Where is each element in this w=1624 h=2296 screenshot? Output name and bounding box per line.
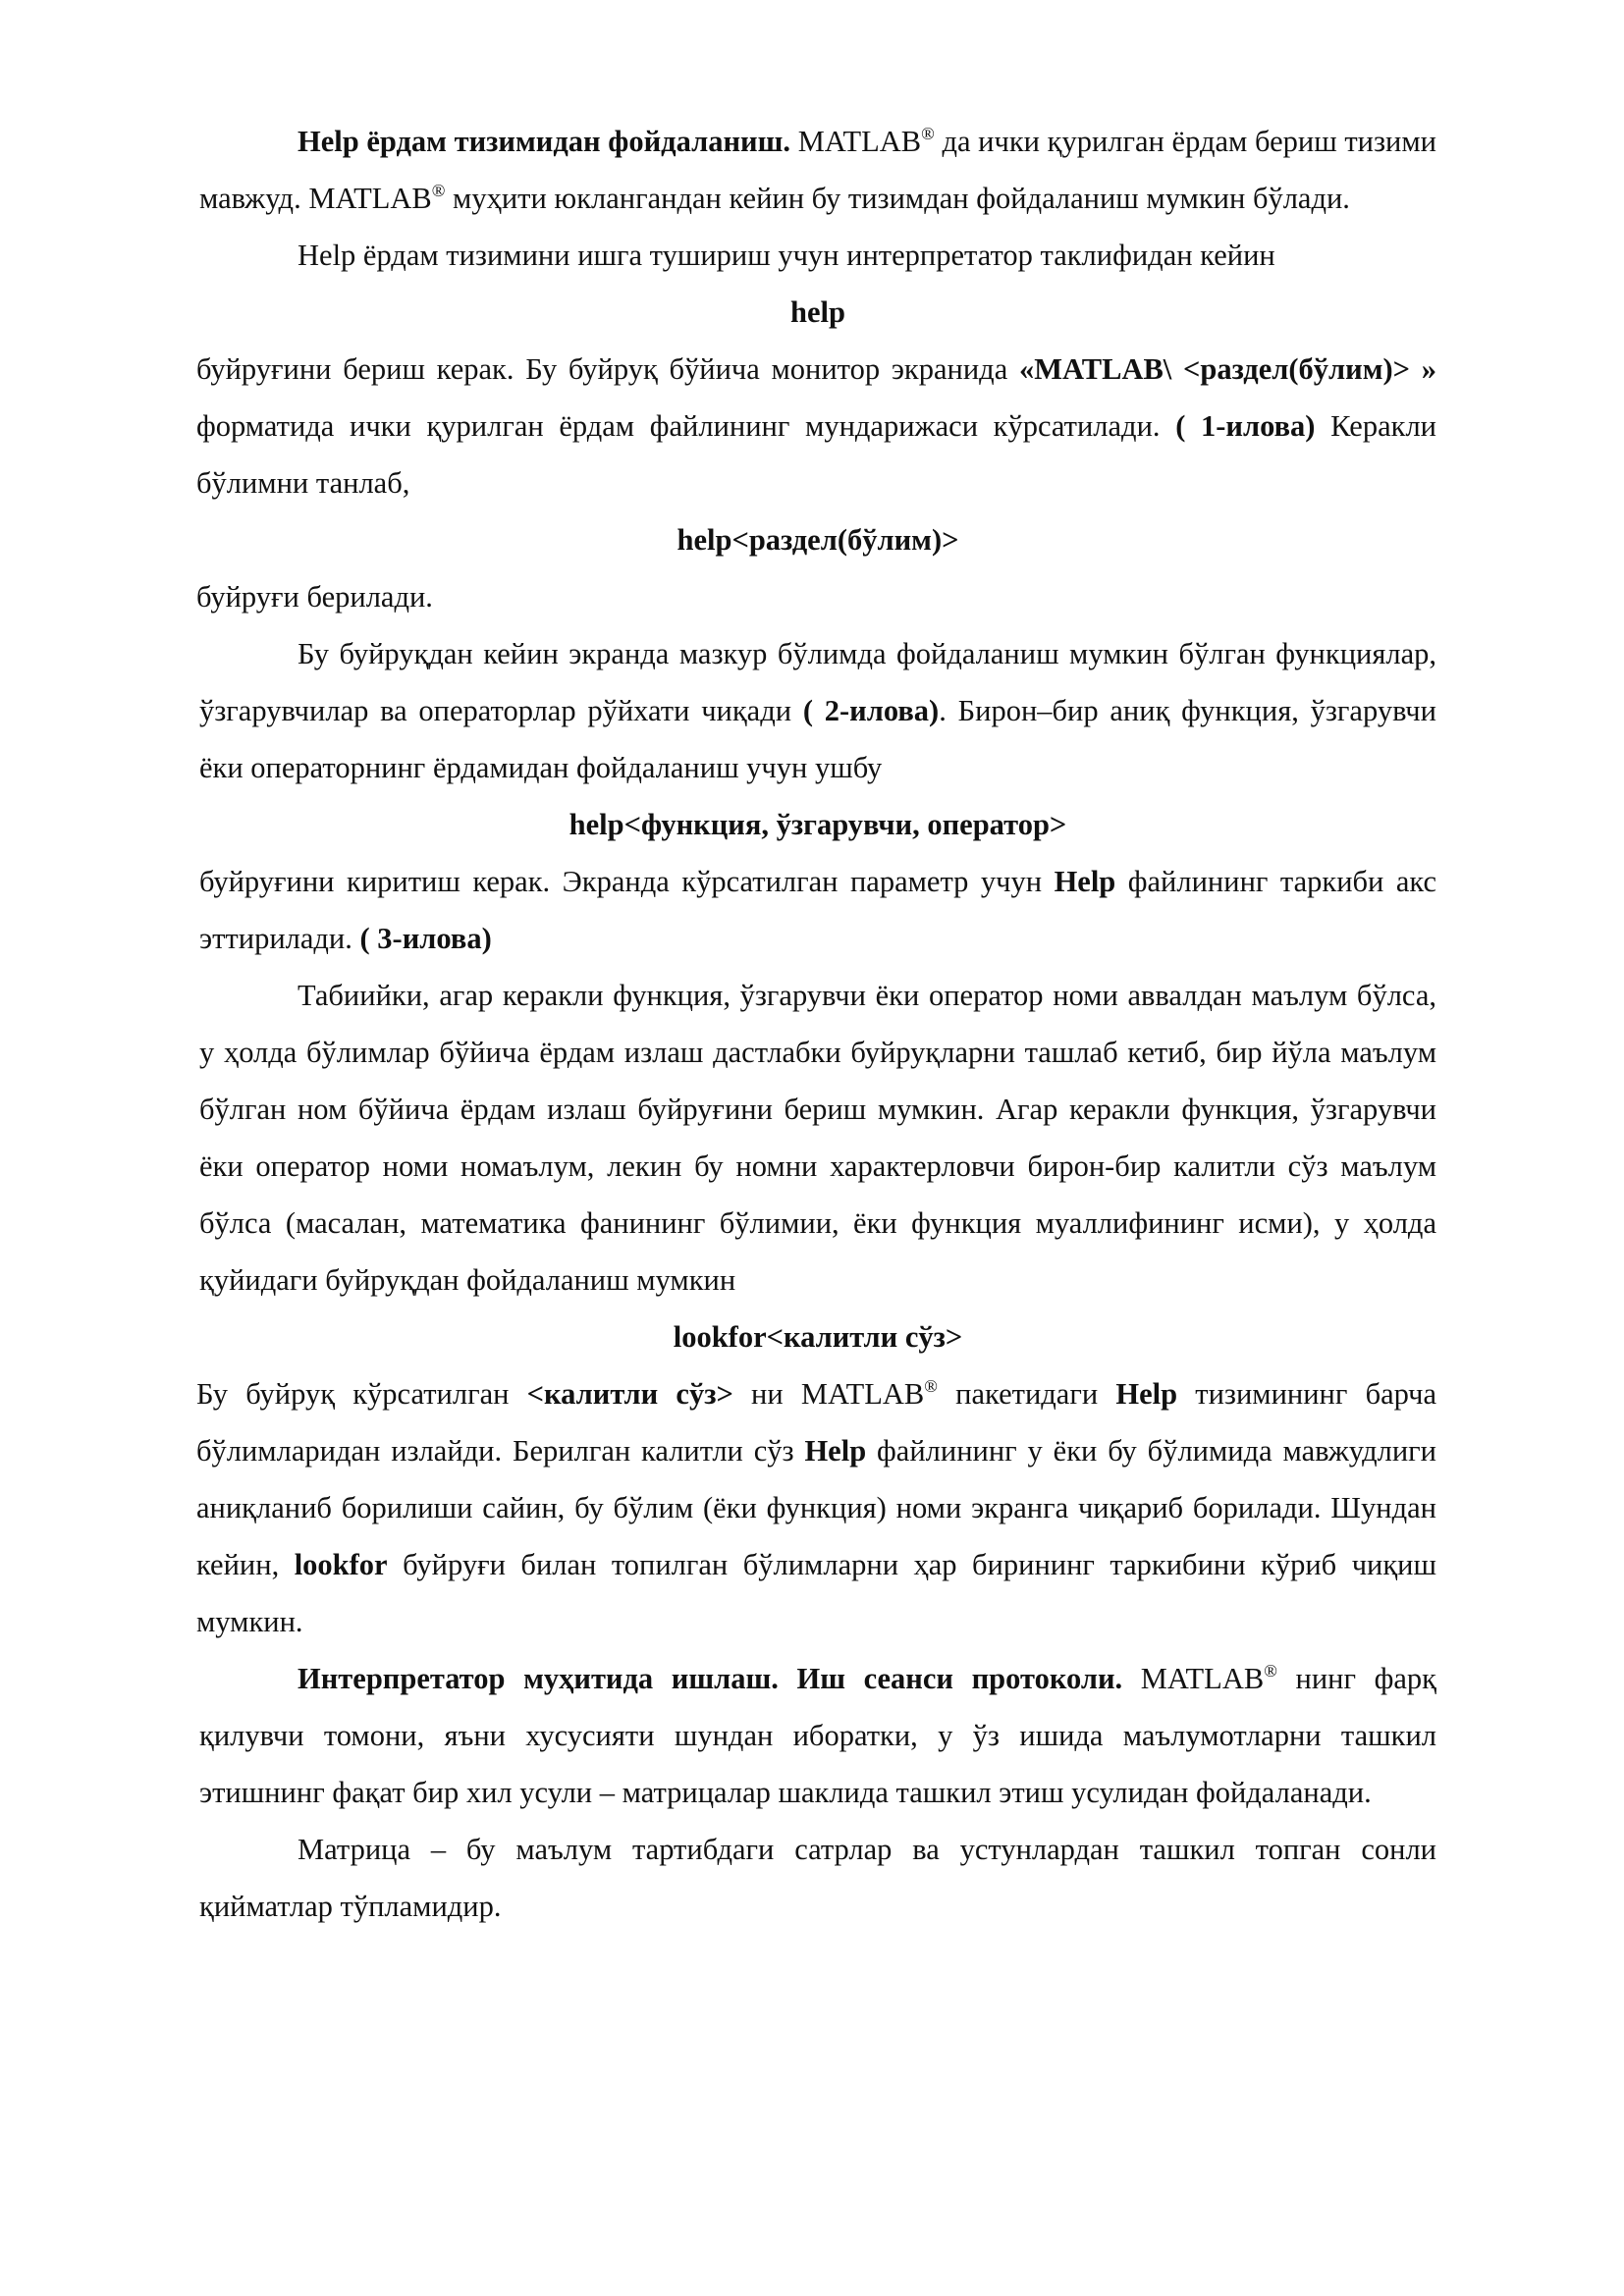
paragraph-text: . Бирон–бир аниқ функция, ўзгарувчи ёки операторнинг ёрдамидан фойдаланиш учун ушбу	[199, 694, 1436, 784]
paragraph-text: муҳити юклангандан кейин бу тизимдан фойдаланиш мумкин бўлади.	[445, 182, 1350, 215]
paragraph-matrix-definition: Матрица – бу маълум тартибдаги сатрлар ва устунлардан ташкил топган сонли қийматлар тўпламидир.	[199, 1833, 1436, 1923]
paragraph-text: буйруғи билан топилган бўлимларни ҳар бирининг таркибини кўриб чиқиш мумкин.	[196, 1548, 1436, 1638]
paragraph-text: ни MATLAB	[732, 1377, 925, 1411]
registered-mark: ®	[431, 181, 446, 200]
paragraph-interpreter	[199, 1650, 1436, 1821]
paragraph-help-contents	[196, 341, 1436, 511]
paragraph-text: форматида ички қурилган ёрдам файлининг мундарижаси кўрсатилади.	[196, 409, 1176, 443]
registered-mark: ®	[1264, 1661, 1277, 1681]
paragraph-launch-help: Help ёрдам тизимини ишга тушириш учун интерпретатор таклифидан кейин	[298, 239, 1275, 272]
appendix-ref-1: ( 1-илова)	[1175, 409, 1316, 443]
section-heading-help: Help ёрдам тизимидан фойдаланиш.	[298, 125, 791, 158]
appendix-ref-3: ( 3-илова)	[359, 922, 492, 955]
paragraph-text: файлининг у ёки бу бўлимида мавжудлиги аниқланиб борилиши сайин, бу бўлим (ёки функция) номи экранга чиқариб борилади. Шундан кейин,	[196, 1434, 1436, 1581]
paragraph-lookfor-description	[196, 1365, 1436, 1650]
bold-format: «MATLAB\ <раздел(бўлим)> »	[1018, 352, 1436, 386]
paragraph-keyword-search: Табиийки, агар керакли функция, ўзгарувчи ёки оператор номи аввалдан маълум бўлса, у ҳолда бўлимлар бўйича ёрдам излаш дастлабки буйруқларни ташлаб кетиб, бир йўла маълум бўлган ном бўйича ёрдам излаш буйруғини бериш мумкин. Агар керакли функция, ўзгарувчи ёки оператор номи номаълум, лекин бу номни характерловчи бирон-бир калитли сўз маълум бўлса (масалан, математика фанининг бўлимии, ёки функция муаллифининг исми), у ҳолда қуйидаги буйруқдан фойдаланиш мумкин	[199, 979, 1436, 1297]
paragraph-function-list	[199, 625, 1436, 796]
section-heading-interpreter: Интерпретатор муҳитида ишлаш. Иш сеанси протоколи.	[298, 1662, 1123, 1695]
appendix-ref-2: ( 2-илова)	[802, 694, 940, 727]
paragraph-command-given: буйруғи берилади.	[196, 580, 433, 614]
registered-mark: ®	[921, 124, 935, 143]
command-help-function: help<функция, ўзгарувчи, оператор>	[568, 808, 1067, 841]
command-help: help	[790, 295, 845, 329]
paragraph-text: Бу буйруқдан кейин экранда мазкур бўлимда фойдаланиш мумкин бўлган функциялар, ўзгарувчилар ва операторлар рўйхати чиқади	[199, 637, 1436, 727]
paragraph-text: MATLAB	[1122, 1662, 1265, 1695]
paragraph-text: MATLAB	[790, 125, 922, 158]
command-lookfor: lookfor<калитли сўз>	[673, 1320, 963, 1354]
paragraph-text: пакетидаги	[937, 1377, 1116, 1411]
registered-mark: ®	[924, 1376, 938, 1396]
bold-help: Help	[1054, 865, 1116, 898]
bold-keyword: <калитли сўз>	[526, 1377, 733, 1411]
document-page	[196, 113, 1436, 1935]
paragraph-text: Керакли бўлимни танлаб,	[196, 409, 1436, 500]
paragraph-text: да ички қурилган ёрдам бериш тизими мавжуд. MATLAB	[199, 125, 1436, 215]
paragraph-help-file	[199, 853, 1436, 967]
paragraph-text: тизимининг барча бўлимларидан излайди. Берилган калитли сўз	[196, 1377, 1436, 1468]
command-help-section: help<раздел(бўлим)>	[677, 523, 959, 557]
paragraph-text: буйруғини киритиш керак. Экранда кўрсатилган параметр учун	[199, 865, 1055, 898]
paragraph-text: нинг фарқ қилувчи томони, яъни хусусияти шундан иборатки, у ўз ишида маълумотларни ташкил этишнинг фақат бир хил усули – матрицалар шаклида ташкил этиш усулидан фойдаланади.	[199, 1662, 1436, 1809]
paragraph-text: Бу буйруқ кўрсатилган	[196, 1377, 527, 1411]
bold-help: Help	[1115, 1377, 1178, 1411]
paragraph-text: буйруғини бериш керак. Бу буйруқ бўйича монитор экранида	[196, 352, 1019, 386]
paragraph-text: файлининг таркиби акс эттирилади.	[199, 865, 1436, 955]
bold-lookfor: lookfor	[294, 1548, 388, 1581]
paragraph-help-system	[199, 113, 1436, 227]
bold-help: Help	[804, 1434, 867, 1468]
